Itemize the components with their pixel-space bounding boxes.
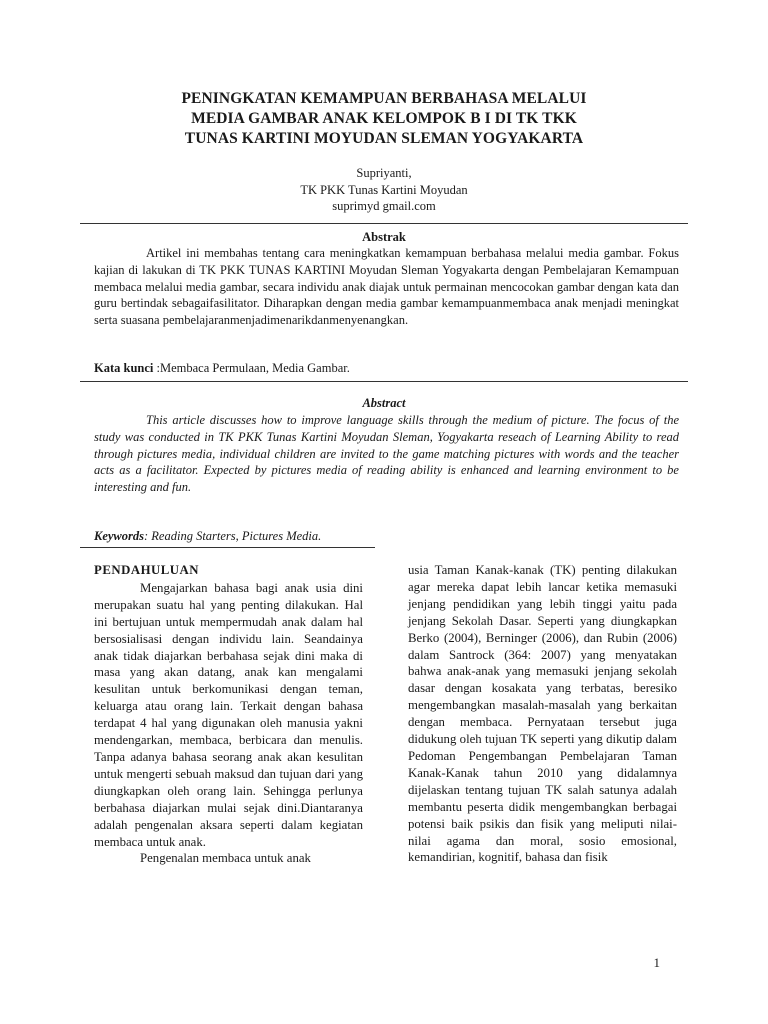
abstract-text: This article discusses how to improve language skills through the medium of picture. The focus of the study was conducted in TK PKK Tunas Kartini Moyudan Sleman, Yogyakarta reseach of Learning Ability to read through pictures media, individual children are invited to the game matching pictures with words and the teacher acts as a facilitator. Expected by pictures media of reading ability is enhanced and learning environment to be interesting and fun. [94, 413, 679, 495]
title-line-1: PENINGKATAN KEMAMPUAN BERBAHASA MELALUI [181, 90, 587, 107]
right-paragraph: usia Taman Kanak-kanak (TK) penting dilakukan agar mereka dapat lebih lancar ketika memasuki jenjang pendidikan yang lebih tinggi yaitu pada jenjang Sekolah Dasar. Seperti yang diungkapkan Berko (2004), Berninger (2006), dan Rubin (2006) dalam Santrock (364: 2007) yang menyatakan bahwa anak-anak yang memasuki jenjang sekolah dasar dengan kosakata yang terbatas, beresiko mengembangkan masalah-masalah yang berkaitan dengan membaca. Pernyataan tersebut juga didukung oleh tujuan TK seperti yang dikutip dalam Pedoman Pengembangan Pembelajaran Taman Kanak-Kanak tahun 2010 yang didalamnya dijelaskan tentang tujuan TK salah satunya adalah membantu peserta didik mengembangkan berbagai potensi baik psikis dan fisik yang meliputi nilai-nilai agama dan moral, sosio emosional, kemandirian, kognitif, bahasa dan fisik [408, 563, 677, 865]
kata-kunci-label: Kata kunci [94, 361, 154, 375]
paper-title [80, 89, 688, 149]
intro-paragraph-1: Mengajarkan bahasa bagi anak usia dini merupakan suatu hal yang penting dilakukan. Hal ini bertujuan untuk mempermudah anak dalam hal bersosialisasi dengan individu lain. Seandainya anak tidak diajarkan berbahasa sejak dini maka di masa yang akan datang, anak kan mengalami kesulitan untuk berkomunikasi dengan teman, keluarga atau orang lain. Terkait dengan bahasa terdapat 4 hal yang digunakan oleh manusia yakni mendengarkan, membaca, berbicara dan menulis. Tanpa adanya bahasa seorang anak akan kesulitan untuk mengerti sebuah maksud dan tujuan dari yang diungkapkan oleh orang lain. Sehingga perlunya berbahasa diajarkan mulai sejak dini.Diantaranya adalah pengenalan aksara seperti dalam kegiatan membaca untuk anak. [94, 580, 363, 849]
title-line-3: TUNAS KARTINI MOYUDAN SLEMAN YOGYAKARTA [184, 130, 584, 147]
kata-kunci-value: :Membaca Permulaan, Media Gambar. [153, 361, 350, 375]
abstract-heading: Abstract [362, 396, 406, 410]
title-line-2: MEDIA GAMBAR ANAK KELOMPOK B I DI TK TKK [191, 110, 577, 127]
abstract-body [94, 412, 679, 496]
right-column [408, 562, 677, 866]
middle-rule [80, 381, 688, 382]
author-name: Supriyanti, [356, 166, 412, 180]
kata-kunci [94, 360, 679, 376]
keywords-value: : Reading Starters, Pictures Media. [144, 529, 322, 543]
author-affiliation: TK PKK Tunas Kartini Moyudan [300, 182, 468, 197]
keywords-label: Keywords [94, 529, 144, 543]
author-email: suprimyd gmail.com [332, 199, 436, 213]
abstrak-text: Artikel ini membahas tentang cara meningkatkan kemampuan berbahasa melalui media gambar. Fokus kajian di lakukan di TK PKK TUNAS KARTINI Moyudan Sleman Yogyakarta dengan Pembelajaran Kemampuan membaca melalui media gambar, secara individu anak diajak untuk permainan mencocokan gambar dengan kata dan guru bertindak sebagaifasilitator. Diharapkan dengan media gambar kemampuanmembaca anak menjadi meningkat serta suasana pembelajaranmenjadimenarikdanmenyenangkan. [94, 246, 679, 328]
abstrak-body [94, 245, 679, 329]
section-heading: PENDAHULUAN [94, 563, 200, 577]
keywords [94, 528, 679, 544]
intro-paragraph-2: Pengenalan membaca untuk anak [140, 851, 311, 866]
keywords-rule [80, 547, 375, 548]
top-rule [80, 223, 688, 224]
page-number: 1 [653, 955, 660, 970]
abstrak-heading: Abstrak [362, 230, 406, 244]
author-block [80, 165, 688, 215]
left-column [94, 562, 363, 867]
